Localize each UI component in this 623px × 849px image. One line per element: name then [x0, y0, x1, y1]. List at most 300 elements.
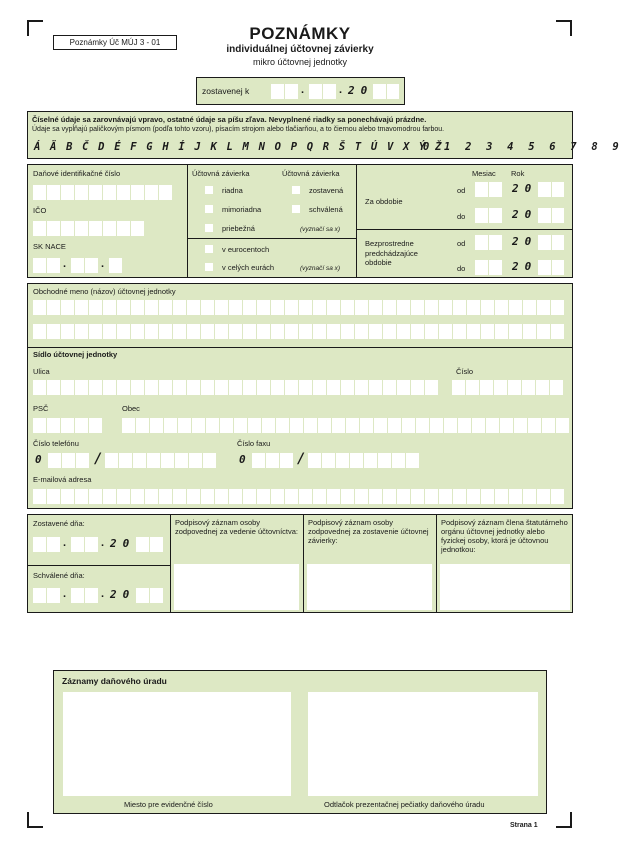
phone-area-cell[interactable] [62, 453, 75, 468]
street-cell[interactable] [425, 380, 438, 395]
compiled-on-month-cell[interactable] [85, 537, 98, 552]
email-cell[interactable] [201, 489, 214, 504]
name-cell[interactable] [89, 324, 102, 339]
checkbox-extraordinary[interactable] [205, 205, 213, 213]
name-cell[interactable] [509, 324, 522, 339]
name-cell[interactable] [341, 324, 354, 339]
fax-number-cell[interactable] [392, 453, 405, 468]
name-cell[interactable] [47, 324, 60, 339]
phone-number-cell[interactable] [161, 453, 174, 468]
name-cell[interactable] [103, 324, 116, 339]
phone-number-cell[interactable] [147, 453, 160, 468]
email-cell[interactable] [271, 489, 284, 504]
street-cell[interactable] [131, 380, 144, 395]
dic-cell[interactable] [131, 185, 144, 200]
street-cell[interactable] [243, 380, 256, 395]
stamp-box[interactable] [308, 692, 538, 796]
city-cell[interactable] [178, 418, 191, 433]
signature-3-label: Podpisový záznam člena štatutárneho orgánu účtovnej jednotky alebo fyzickej osoby, ktorá je účtovnou jednotkou: [441, 518, 568, 554]
prev-month-cell[interactable] [489, 260, 502, 275]
city-cell[interactable] [360, 418, 373, 433]
city-cell[interactable] [472, 418, 485, 433]
number-cell[interactable] [452, 380, 465, 395]
street-cell[interactable] [327, 380, 340, 395]
divider [436, 514, 437, 613]
phone-number-cell[interactable] [119, 453, 132, 468]
dic-cell[interactable] [159, 185, 172, 200]
previous-period-label: Bezprostredne predchádzajúce obdobie [365, 239, 418, 267]
compiled-year-cell[interactable] [373, 84, 386, 99]
fax-number-cell[interactable] [406, 453, 419, 468]
name-cell[interactable] [327, 300, 340, 315]
city-cell[interactable] [290, 418, 303, 433]
divider [356, 164, 357, 278]
name-cell[interactable] [173, 300, 186, 315]
approved-on-day-cell[interactable] [47, 588, 60, 603]
city-cell[interactable] [220, 418, 233, 433]
name-cell[interactable] [383, 300, 396, 315]
approved-on-month-cell[interactable] [85, 588, 98, 603]
compiled-on-year-cell[interactable] [136, 537, 149, 552]
email-cell[interactable] [47, 489, 60, 504]
email-cell[interactable] [523, 489, 536, 504]
approved-on-month-cell[interactable] [71, 588, 84, 603]
compiled-day-cell[interactable] [285, 84, 298, 99]
city-cell[interactable] [402, 418, 415, 433]
prev-month-cell[interactable] [475, 260, 488, 275]
checkbox-compiled[interactable] [292, 186, 300, 194]
email-cell[interactable] [145, 489, 158, 504]
city-cell[interactable] [136, 418, 149, 433]
fax-number-cell[interactable] [378, 453, 391, 468]
city-cell[interactable] [374, 418, 387, 433]
city-cell[interactable] [164, 418, 177, 433]
phone-number-cell[interactable] [203, 453, 216, 468]
ico-cell[interactable] [117, 221, 130, 236]
name-cell[interactable] [481, 324, 494, 339]
name-cell[interactable] [47, 300, 60, 315]
name-cell[interactable] [467, 324, 480, 339]
fax-area-cell[interactable] [266, 453, 279, 468]
signature-3-box[interactable] [440, 564, 570, 610]
street-cell[interactable] [117, 380, 130, 395]
name-cell[interactable] [159, 324, 172, 339]
city-cell[interactable] [486, 418, 499, 433]
number-cell[interactable] [466, 380, 479, 395]
city-cell[interactable] [430, 418, 443, 433]
city-cell[interactable] [458, 418, 471, 433]
sknace-cell[interactable] [109, 258, 122, 273]
name-cell[interactable] [61, 300, 74, 315]
email-cell[interactable] [313, 489, 326, 504]
fax-area-cell[interactable] [280, 453, 293, 468]
name-cell[interactable] [75, 300, 88, 315]
checkbox-interim[interactable] [205, 224, 213, 232]
email-cell[interactable] [243, 489, 256, 504]
name-cell[interactable] [75, 324, 88, 339]
name-cell[interactable] [145, 300, 158, 315]
number-cell[interactable] [480, 380, 493, 395]
name-cell[interactable] [495, 324, 508, 339]
name-cell[interactable] [271, 324, 284, 339]
fax-number-cell[interactable] [364, 453, 377, 468]
name-cell[interactable] [173, 324, 186, 339]
name-cell[interactable] [523, 324, 536, 339]
street-cell[interactable] [257, 380, 270, 395]
name-cell[interactable] [257, 300, 270, 315]
zip-cell[interactable] [33, 418, 46, 433]
city-cell[interactable] [150, 418, 163, 433]
ico-cell[interactable] [131, 221, 144, 236]
email-cell[interactable] [229, 489, 242, 504]
date-dot: . [301, 84, 305, 96]
city-cell[interactable] [416, 418, 429, 433]
street-cell[interactable] [145, 380, 158, 395]
name-cell[interactable] [285, 324, 298, 339]
approved-on-year-cell[interactable] [150, 588, 163, 603]
email-cell[interactable] [439, 489, 452, 504]
name-cell[interactable] [131, 324, 144, 339]
phone-number-cell[interactable] [189, 453, 202, 468]
email-cell[interactable] [355, 489, 368, 504]
compiled-year-cell[interactable] [387, 84, 399, 99]
fax-area-cell[interactable] [252, 453, 265, 468]
email-cell[interactable] [89, 489, 102, 504]
zip-cell[interactable] [47, 418, 60, 433]
name-cell[interactable] [537, 324, 550, 339]
city-cell[interactable] [500, 418, 513, 433]
checkbox-eur-whole[interactable] [205, 263, 213, 271]
prev-year-cell[interactable] [552, 235, 564, 250]
street-cell[interactable] [299, 380, 312, 395]
period-month-cell[interactable] [489, 182, 502, 197]
street-cell[interactable] [397, 380, 410, 395]
city-cell[interactable] [192, 418, 205, 433]
name-cell[interactable] [89, 300, 102, 315]
name-cell[interactable] [341, 300, 354, 315]
city-cell[interactable] [304, 418, 317, 433]
email-cell[interactable] [397, 489, 410, 504]
ico-cell[interactable] [75, 221, 88, 236]
name-cell[interactable] [383, 324, 396, 339]
period-year-cell[interactable] [552, 208, 564, 223]
phone-number-cell[interactable] [175, 453, 188, 468]
date-dot: . [101, 537, 105, 549]
street-cell[interactable] [61, 380, 74, 395]
email-cell[interactable] [61, 489, 74, 504]
name-cell[interactable] [313, 324, 326, 339]
compiled-month-cell[interactable] [309, 84, 322, 99]
period-month-cell[interactable] [489, 208, 502, 223]
email-cell[interactable] [383, 489, 396, 504]
email-cell[interactable] [369, 489, 382, 504]
name-cell[interactable] [61, 324, 74, 339]
city-cell[interactable] [556, 418, 569, 433]
mark-hint-2: (vyznačí sa x) [300, 265, 341, 272]
city-cell[interactable] [206, 418, 219, 433]
name-cell[interactable] [411, 324, 424, 339]
email-cell[interactable] [467, 489, 480, 504]
fax-number-cell[interactable] [350, 453, 363, 468]
number-cell[interactable] [494, 380, 507, 395]
name-cell[interactable] [551, 324, 564, 339]
city-cell[interactable] [122, 418, 135, 433]
name-cell[interactable] [313, 300, 326, 315]
divider [28, 565, 170, 566]
street-cell[interactable] [159, 380, 172, 395]
divider [357, 229, 573, 230]
sknace-cell[interactable] [33, 258, 46, 273]
email-cell[interactable] [411, 489, 424, 504]
email-cell[interactable] [215, 489, 228, 504]
phone-area-cell[interactable] [48, 453, 61, 468]
name-cell[interactable] [131, 300, 144, 315]
name-cell[interactable] [33, 324, 46, 339]
sknace-cell[interactable] [85, 258, 98, 273]
phone-number-cell[interactable] [133, 453, 146, 468]
street-cell[interactable] [341, 380, 354, 395]
compiled-month-cell[interactable] [323, 84, 336, 99]
email-cell[interactable] [159, 489, 172, 504]
signature-1-box[interactable] [174, 564, 299, 610]
name-cell[interactable] [243, 324, 256, 339]
sknace-cell[interactable] [47, 258, 60, 273]
email-cell[interactable] [33, 489, 46, 504]
dic-cell[interactable] [33, 185, 46, 200]
statement-col2-label: Účtovná závierka [282, 169, 340, 178]
form-code: Poznámky Úč MÚJ 3 - 01 [53, 35, 177, 50]
dic-cell[interactable] [103, 185, 116, 200]
name-cell[interactable] [215, 300, 228, 315]
city-cell[interactable] [332, 418, 345, 433]
checkbox-eur-cents[interactable] [205, 245, 213, 253]
street-cell[interactable] [187, 380, 200, 395]
period-month-cell[interactable] [475, 182, 488, 197]
name-cell[interactable] [271, 300, 284, 315]
ico-cell[interactable] [61, 221, 74, 236]
prev-year-cell[interactable] [552, 260, 564, 275]
name-cell[interactable] [187, 300, 200, 315]
period-year-prefix: 20 [512, 182, 538, 195]
name-cell[interactable] [439, 300, 452, 315]
name-cell[interactable] [299, 300, 312, 315]
compiled-day-cell[interactable] [271, 84, 284, 99]
sknace-cell[interactable] [71, 258, 84, 273]
period-year-cell[interactable] [538, 208, 551, 223]
city-cell[interactable] [248, 418, 261, 433]
street-cell[interactable] [271, 380, 284, 395]
street-cell[interactable] [313, 380, 326, 395]
prev-year-cell[interactable] [538, 235, 551, 250]
city-cell[interactable] [276, 418, 289, 433]
name-cell[interactable] [201, 324, 214, 339]
email-cell[interactable] [341, 489, 354, 504]
name-cell[interactable] [229, 300, 242, 315]
street-cell[interactable] [369, 380, 382, 395]
corner-mark-bottom-right [556, 812, 572, 828]
dic-cell[interactable] [75, 185, 88, 200]
name-cell[interactable] [439, 324, 452, 339]
fax-number-cell[interactable] [308, 453, 321, 468]
street-cell[interactable] [229, 380, 242, 395]
name-cell[interactable] [369, 300, 382, 315]
email-cell[interactable] [257, 489, 270, 504]
street-cell[interactable] [355, 380, 368, 395]
approved-on-day-cell[interactable] [33, 588, 46, 603]
city-cell[interactable] [444, 418, 457, 433]
name-cell[interactable] [467, 300, 480, 315]
name-cell[interactable] [425, 300, 438, 315]
name-cell[interactable] [397, 300, 410, 315]
email-cell[interactable] [327, 489, 340, 504]
zip-cell[interactable] [75, 418, 88, 433]
street-cell[interactable] [89, 380, 102, 395]
street-cell[interactable] [285, 380, 298, 395]
name-cell[interactable] [355, 300, 368, 315]
name-cell[interactable] [453, 324, 466, 339]
name-cell[interactable] [243, 300, 256, 315]
phone-number-cell[interactable] [105, 453, 118, 468]
street-cell[interactable] [201, 380, 214, 395]
street-cell[interactable] [75, 380, 88, 395]
email-cell[interactable] [481, 489, 494, 504]
fax-number-cell[interactable] [336, 453, 349, 468]
signature-2-box[interactable] [307, 564, 432, 610]
email-cell[interactable] [495, 489, 508, 504]
city-cell[interactable] [318, 418, 331, 433]
name-cell[interactable] [229, 324, 242, 339]
city-cell[interactable] [388, 418, 401, 433]
city-cell[interactable] [346, 418, 359, 433]
name-cell[interactable] [215, 324, 228, 339]
name-cell[interactable] [159, 300, 172, 315]
checkbox-approved[interactable] [292, 205, 300, 213]
dic-cell[interactable] [47, 185, 60, 200]
period-month-cell[interactable] [475, 208, 488, 223]
compiled-on-year-cell[interactable] [150, 537, 163, 552]
checkbox-regular[interactable] [205, 186, 213, 194]
name-cell[interactable] [369, 324, 382, 339]
number-cell[interactable] [536, 380, 549, 395]
email-cell[interactable] [173, 489, 186, 504]
city-cell[interactable] [528, 418, 541, 433]
tax-office-title: Záznamy daňového úradu [62, 676, 167, 686]
name-cell[interactable] [145, 324, 158, 339]
name-cell[interactable] [425, 324, 438, 339]
street-cell[interactable] [47, 380, 60, 395]
period-year-cell[interactable] [538, 182, 551, 197]
name-cell[interactable] [397, 324, 410, 339]
name-cell[interactable] [33, 300, 46, 315]
name-cell[interactable] [327, 324, 340, 339]
name-cell[interactable] [411, 300, 424, 315]
period-year-cell[interactable] [552, 182, 564, 197]
number-cell[interactable] [508, 380, 521, 395]
street-cell[interactable] [215, 380, 228, 395]
city-cell[interactable] [514, 418, 527, 433]
email-cell[interactable] [187, 489, 200, 504]
dic-cell[interactable] [145, 185, 158, 200]
ico-cell[interactable] [33, 221, 46, 236]
name-cell[interactable] [495, 300, 508, 315]
email-cell[interactable] [103, 489, 116, 504]
name-cell[interactable] [481, 300, 494, 315]
city-cell[interactable] [542, 418, 555, 433]
approved-on-year-cell[interactable] [136, 588, 149, 603]
divider [28, 347, 572, 348]
dic-cell[interactable] [61, 185, 74, 200]
name-cell[interactable] [285, 300, 298, 315]
name-cell[interactable] [299, 324, 312, 339]
phone-area-cell[interactable] [76, 453, 89, 468]
street-cell[interactable] [173, 380, 186, 395]
name-cell[interactable] [355, 324, 368, 339]
phone-prefix: 0 [35, 453, 42, 466]
zip-cell[interactable] [89, 418, 102, 433]
ico-cell[interactable] [47, 221, 60, 236]
compiled-on-day-cell[interactable] [33, 537, 46, 552]
name-cell[interactable] [117, 324, 130, 339]
name-cell[interactable] [509, 300, 522, 315]
fax-number-cell[interactable] [322, 453, 335, 468]
email-cell[interactable] [453, 489, 466, 504]
city-cell[interactable] [234, 418, 247, 433]
email-cell[interactable] [537, 489, 550, 504]
street-cell[interactable] [411, 380, 424, 395]
email-cell[interactable] [425, 489, 438, 504]
name-cell[interactable] [117, 300, 130, 315]
registration-number-box[interactable] [63, 692, 291, 796]
dic-cell[interactable] [89, 185, 102, 200]
number-cell[interactable] [522, 380, 535, 395]
email-cell[interactable] [117, 489, 130, 504]
compiled-on-month-cell[interactable] [71, 537, 84, 552]
prev-year-cell[interactable] [538, 260, 551, 275]
name-cell[interactable] [103, 300, 116, 315]
street-cell[interactable] [103, 380, 116, 395]
street-cell[interactable] [33, 380, 46, 395]
compiled-on-day-cell[interactable] [47, 537, 60, 552]
name-cell[interactable] [201, 300, 214, 315]
email-cell[interactable] [299, 489, 312, 504]
email-cell[interactable] [285, 489, 298, 504]
name-cell[interactable] [551, 300, 564, 315]
prev-month-cell[interactable] [475, 235, 488, 250]
dic-cell[interactable] [117, 185, 130, 200]
name-cell[interactable] [187, 324, 200, 339]
name-cell[interactable] [453, 300, 466, 315]
name-cell[interactable] [257, 324, 270, 339]
ico-cell[interactable] [89, 221, 102, 236]
prev-month-cell[interactable] [489, 235, 502, 250]
email-cell[interactable] [551, 489, 564, 504]
email-cell[interactable] [509, 489, 522, 504]
name-cell[interactable] [523, 300, 536, 315]
ico-cell[interactable] [103, 221, 116, 236]
date-dot: . [339, 84, 343, 96]
instructions-line-2: Údaje sa vypĺňajú paličkovým písmom (podľa tohto vzoru), písacím strojom alebo tlačiarňou, a to čiernou alebo tmavomodrou farbou. [32, 126, 445, 133]
name-cell[interactable] [537, 300, 550, 315]
signature-1-label: Podpisový záznam osoby zodpovednej za vedenie účtovníctva: [175, 518, 298, 536]
email-label: E-mailová adresa [33, 475, 92, 484]
city-cell[interactable] [262, 418, 275, 433]
number-cell[interactable] [550, 380, 563, 395]
zip-cell[interactable] [61, 418, 74, 433]
email-cell[interactable] [75, 489, 88, 504]
email-cell[interactable] [131, 489, 144, 504]
street-cell[interactable] [383, 380, 396, 395]
compiled-on-year-prefix: 20 [110, 537, 136, 550]
